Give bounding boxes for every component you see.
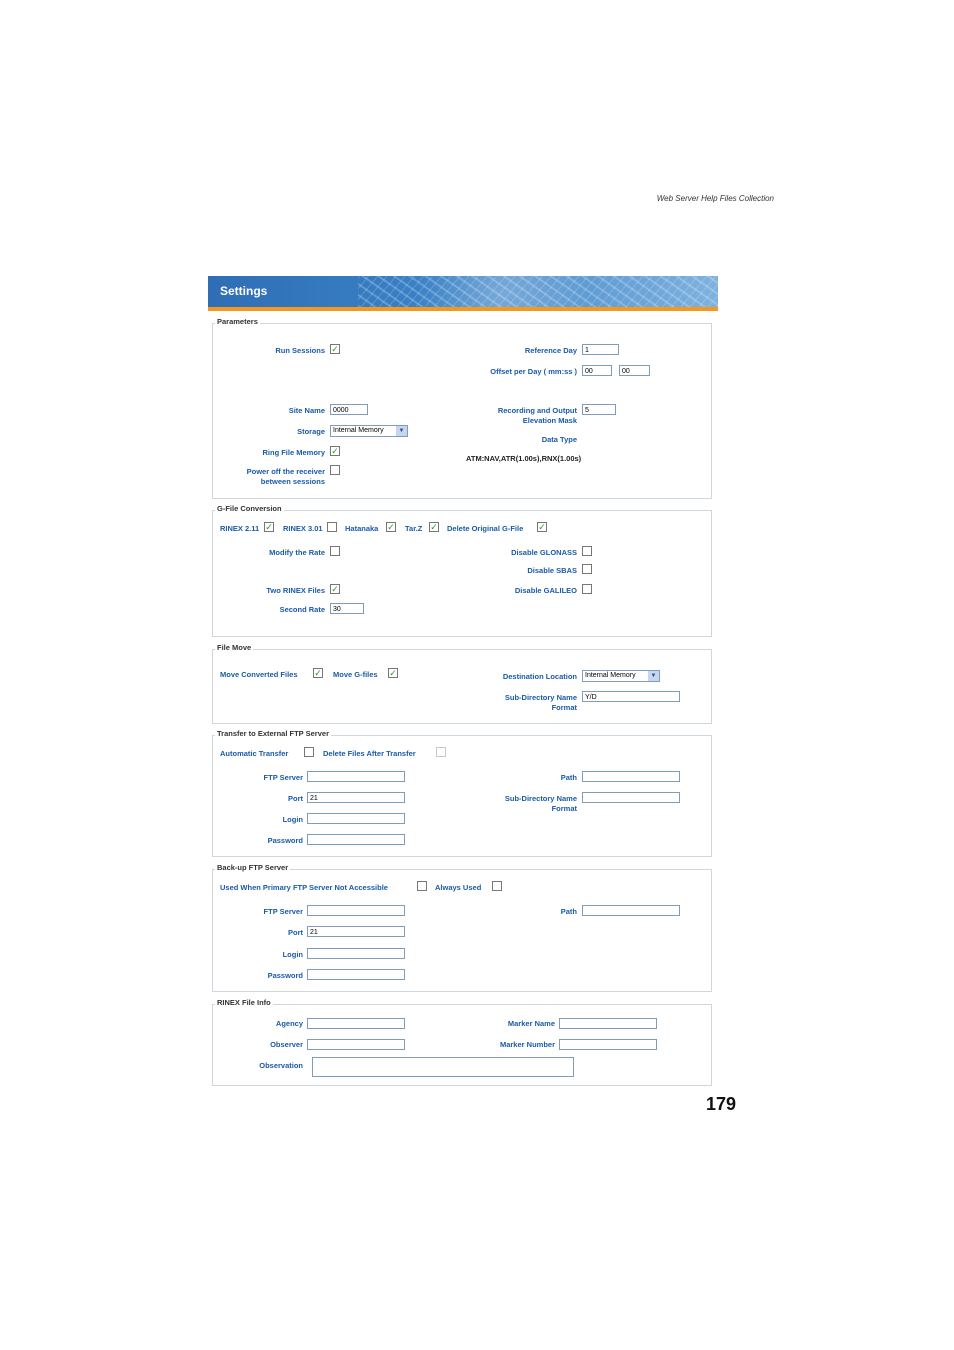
filemove-section bbox=[212, 643, 712, 724]
tarz-checkbox[interactable] bbox=[429, 522, 439, 532]
automatic-transfer-label: Automatic Transfer bbox=[220, 749, 289, 758]
offset-seconds-input[interactable]: 00 bbox=[619, 365, 650, 376]
ftp-path-input[interactable] bbox=[582, 771, 680, 782]
power-off-checkbox[interactable] bbox=[330, 465, 340, 475]
backup-password-input[interactable] bbox=[307, 969, 405, 980]
move-converted-checkbox[interactable] bbox=[313, 668, 323, 678]
run-sessions-checkbox[interactable] bbox=[330, 344, 340, 354]
backup-legend: Back-up FTP Server bbox=[217, 863, 289, 872]
ftp-subdir-label-line2: Format bbox=[551, 804, 577, 813]
ring-file-memory-checkbox[interactable] bbox=[330, 446, 340, 456]
rinex211-label: RINEX 2.11 bbox=[220, 524, 260, 533]
hatanaka-label: Hatanaka bbox=[345, 524, 379, 533]
used-when-label: Used When Primary FTP Server Not Accessible bbox=[220, 883, 388, 892]
run-sessions-label: Run Sessions bbox=[275, 346, 325, 355]
delete-original-label: Delete Original G-File bbox=[447, 524, 524, 533]
observer-input[interactable] bbox=[307, 1039, 405, 1050]
storage-label: Storage bbox=[297, 427, 325, 436]
check-icon: ✓ bbox=[430, 522, 438, 532]
move-gfiles-label: Move G-files bbox=[333, 670, 378, 679]
power-off-label-line1: Power off the receiver bbox=[246, 467, 325, 476]
two-rinex-checkbox[interactable] bbox=[330, 584, 340, 594]
storage-select[interactable] bbox=[330, 425, 408, 437]
ftp-port-input[interactable]: 21 bbox=[307, 792, 405, 803]
always-used-checkbox[interactable] bbox=[492, 881, 502, 891]
chevron-down-icon: ▼ bbox=[396, 426, 407, 436]
delete-after-checkbox[interactable] bbox=[436, 747, 446, 757]
header-note: Web Server Help Files Collection bbox=[656, 194, 774, 203]
destination-select[interactable] bbox=[582, 670, 660, 682]
observation-textarea[interactable] bbox=[312, 1057, 574, 1077]
rinex211-checkbox[interactable] bbox=[264, 522, 274, 532]
backup-server-input[interactable] bbox=[307, 905, 405, 916]
disable-glonass-checkbox[interactable] bbox=[582, 546, 592, 556]
automatic-transfer-checkbox[interactable] bbox=[304, 747, 314, 757]
filemove-subdir-label-line1: Sub-Directory Name bbox=[504, 693, 577, 702]
ftp-password-label: Password bbox=[267, 836, 303, 845]
rinex301-checkbox[interactable] bbox=[327, 522, 337, 532]
disable-galileo-checkbox[interactable] bbox=[582, 584, 592, 594]
backup-port-label: Port bbox=[288, 928, 303, 937]
observer-label: Observer bbox=[270, 1040, 303, 1049]
recording-mask-label-line1: Recording and Output bbox=[497, 406, 577, 415]
agency-label: Agency bbox=[275, 1019, 303, 1028]
data-type-label: Data Type bbox=[541, 435, 577, 444]
backup-path-input[interactable] bbox=[582, 905, 680, 916]
page-number: 179 bbox=[705, 1094, 736, 1114]
gfile-section bbox=[212, 504, 712, 637]
backup-port-input[interactable]: 21 bbox=[307, 926, 405, 937]
observation-label: Observation bbox=[259, 1061, 303, 1070]
offset-per-day-label: Offset per Day ( mm:ss ) bbox=[490, 367, 577, 376]
ftp-legend: Transfer to External FTP Server bbox=[217, 729, 329, 738]
ftp-subdir-input[interactable] bbox=[582, 792, 680, 803]
check-icon: ✓ bbox=[314, 668, 322, 678]
ring-file-memory-label: Ring File Memory bbox=[262, 448, 325, 457]
rinex301-label: RINEX 3.01 bbox=[283, 524, 323, 533]
marker-number-label: Marker Number bbox=[499, 1040, 555, 1049]
backup-section bbox=[212, 863, 712, 992]
agency-input[interactable] bbox=[307, 1018, 405, 1029]
second-rate-input[interactable]: 30 bbox=[330, 603, 364, 614]
move-gfiles-checkbox[interactable] bbox=[388, 668, 398, 678]
filemove-subdir-input[interactable]: Y/D bbox=[582, 691, 680, 702]
check-icon: ✓ bbox=[265, 522, 273, 532]
ftp-section bbox=[212, 729, 712, 857]
check-icon: ✓ bbox=[389, 668, 397, 678]
parameters-legend: Parameters bbox=[217, 317, 258, 326]
offset-minutes-input[interactable]: 00 bbox=[582, 365, 612, 376]
gfile-legend: G-File Conversion bbox=[217, 504, 282, 513]
used-when-checkbox[interactable] bbox=[417, 881, 427, 891]
disable-galileo-label: Disable GALILEO bbox=[514, 586, 577, 595]
site-name-label: Site Name bbox=[288, 406, 325, 415]
move-converted-label: Move Converted Files bbox=[220, 670, 298, 679]
marker-name-label: Marker Name bbox=[507, 1019, 555, 1028]
ftp-server-label: FTP Server bbox=[263, 773, 303, 782]
destination-select-value: Internal Memory bbox=[585, 672, 636, 679]
ftp-port-label: Port bbox=[288, 794, 303, 803]
hatanaka-checkbox[interactable] bbox=[386, 522, 396, 532]
ftp-login-input[interactable] bbox=[307, 813, 405, 824]
disable-glonass-label: Disable GLONASS bbox=[511, 548, 577, 557]
always-used-label: Always Used bbox=[435, 883, 482, 892]
rinexinfo-legend: RINEX File Info bbox=[217, 998, 271, 1007]
ftp-password-input[interactable] bbox=[307, 834, 405, 845]
settings-banner bbox=[208, 276, 718, 311]
filemove-legend: File Move bbox=[217, 643, 252, 652]
modify-rate-checkbox[interactable] bbox=[330, 546, 340, 556]
check-icon: ✓ bbox=[387, 522, 395, 532]
destination-label: Destination Location bbox=[502, 672, 577, 681]
data-type-value: ATM:NAV,ATR(1.00s),RNX(1.00s) bbox=[466, 454, 582, 463]
backup-server-label: FTP Server bbox=[263, 907, 303, 916]
marker-number-input[interactable] bbox=[559, 1039, 657, 1050]
reference-day-input[interactable]: 1 bbox=[582, 344, 619, 355]
site-name-input[interactable]: 0000 bbox=[330, 404, 368, 415]
check-icon: ✓ bbox=[331, 344, 339, 354]
elevation-mask-input[interactable]: 5 bbox=[582, 404, 616, 415]
ftp-login-label: Login bbox=[282, 815, 303, 824]
backup-password-label: Password bbox=[267, 971, 303, 980]
ftp-subdir-label-line1: Sub-Directory Name bbox=[504, 794, 577, 803]
reference-day-label: Reference Day bbox=[524, 346, 577, 355]
check-icon: ✓ bbox=[331, 584, 339, 594]
parameters-section bbox=[212, 317, 712, 499]
two-rinex-label: Two RINEX Files bbox=[266, 586, 325, 595]
marker-name-input[interactable] bbox=[559, 1018, 657, 1029]
modify-rate-label: Modify the Rate bbox=[269, 548, 325, 557]
recording-mask-label-line2: Elevation Mask bbox=[522, 416, 577, 425]
delete-original-checkbox[interactable] bbox=[537, 522, 547, 532]
check-icon: ✓ bbox=[331, 446, 339, 456]
delete-after-label: Delete Files After Transfer bbox=[323, 749, 416, 758]
tarz-label: Tar.Z bbox=[405, 524, 423, 533]
ftp-path-label: Path bbox=[560, 773, 577, 782]
banner-accent-bar bbox=[208, 307, 718, 311]
chevron-down-icon: ▼ bbox=[648, 671, 659, 681]
disable-sbas-label: Disable SBAS bbox=[527, 566, 577, 575]
backup-path-label: Path bbox=[560, 907, 577, 916]
disable-sbas-checkbox[interactable] bbox=[582, 564, 592, 574]
check-icon: ✓ bbox=[538, 522, 546, 532]
rinexinfo-section bbox=[212, 998, 712, 1086]
power-off-label-line2: between sessions bbox=[260, 477, 325, 486]
settings-frame bbox=[208, 276, 718, 1070]
ftp-server-input[interactable] bbox=[307, 771, 405, 782]
banner-title: Settings bbox=[220, 284, 268, 298]
storage-select-value: Internal Memory bbox=[333, 427, 384, 434]
second-rate-label: Second Rate bbox=[279, 605, 325, 614]
backup-login-input[interactable] bbox=[307, 948, 405, 959]
backup-login-label: Login bbox=[282, 950, 303, 959]
filemove-subdir-label-line2: Format bbox=[551, 703, 577, 712]
